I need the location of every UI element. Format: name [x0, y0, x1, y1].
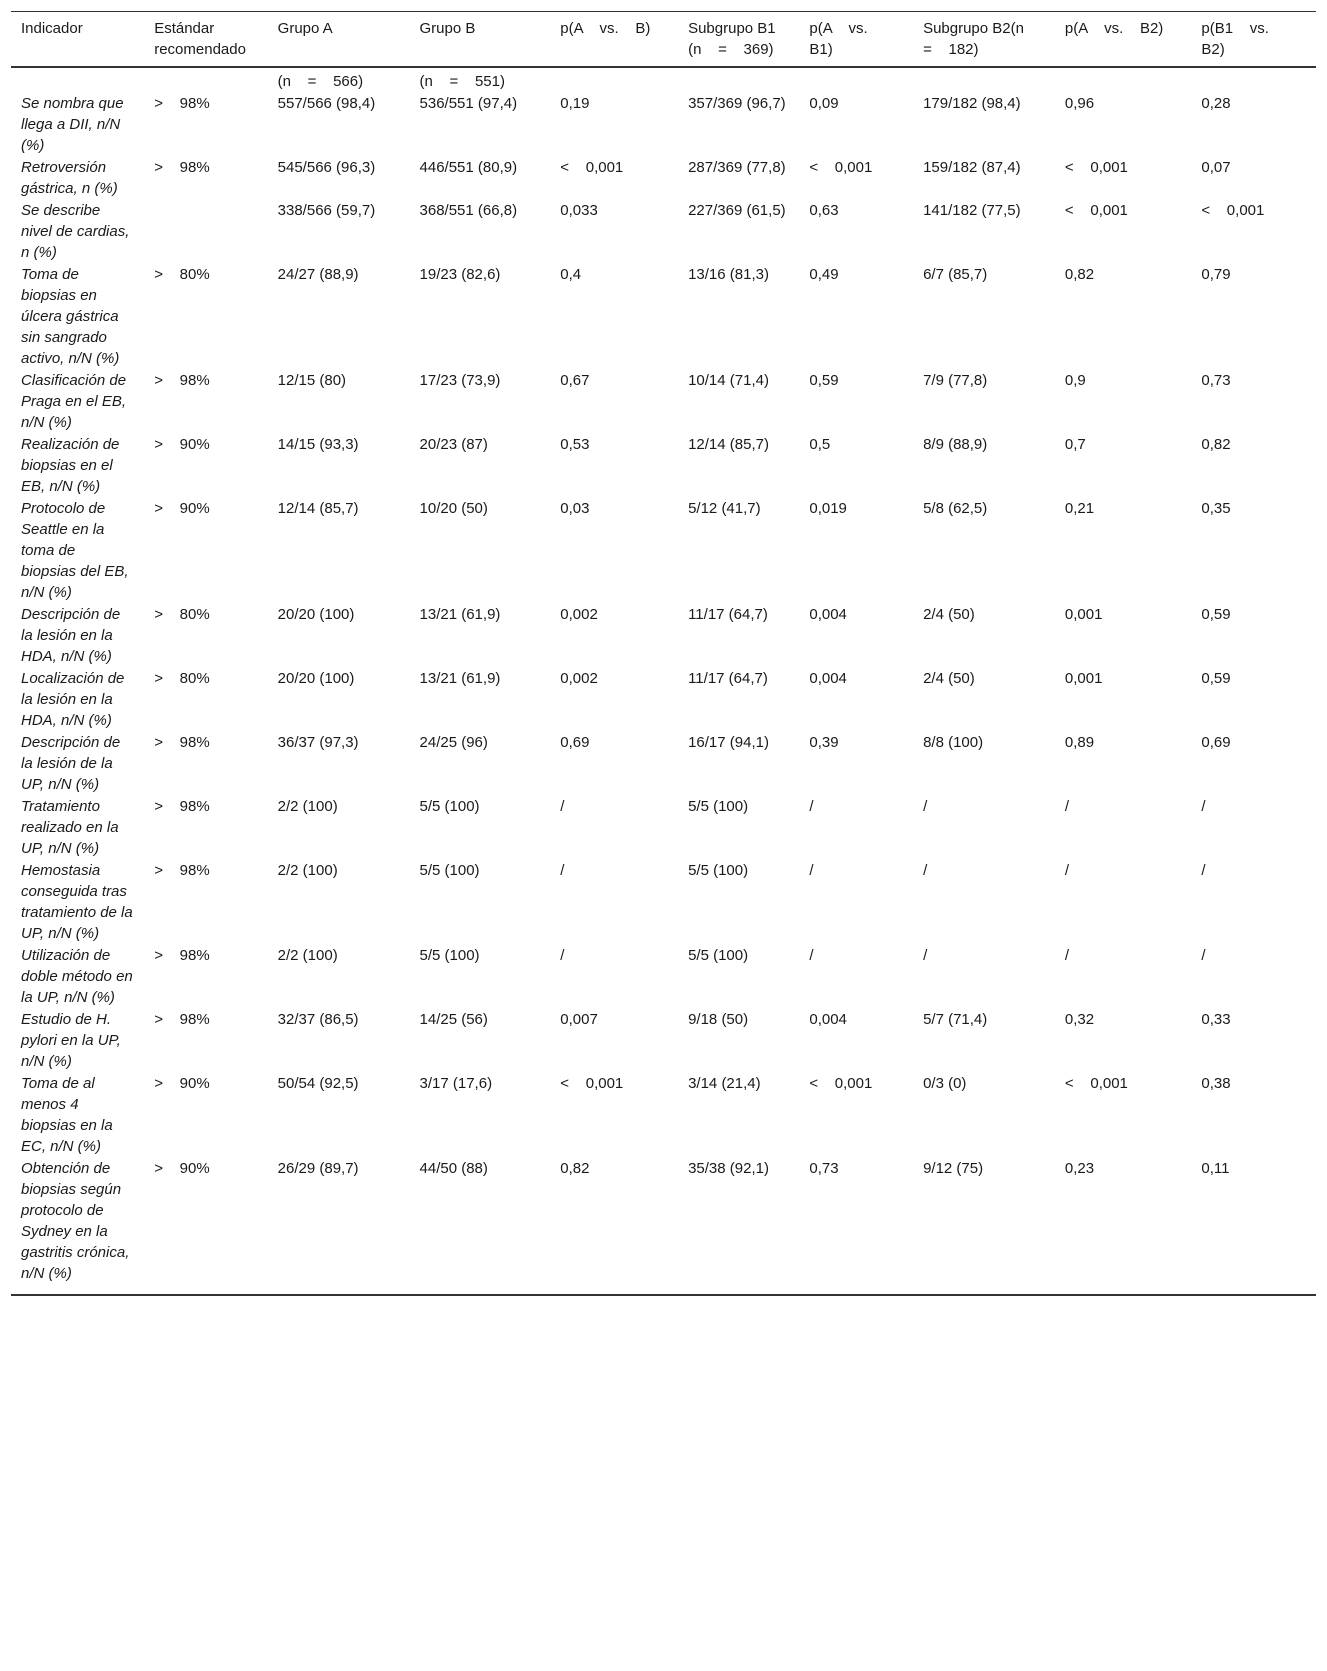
header-indicador: Indicador [11, 12, 144, 68]
cell-estandar: > 98% [154, 95, 210, 112]
cell-p-b1-vs-b2: 0,73 [1201, 372, 1231, 389]
cell-subgrupo-b1: 287/369 (77,8) [688, 159, 786, 176]
cell-p-a-vs-b1: 0,63 [809, 202, 839, 219]
cell-indicador: Descripción de la lesión en la HDA, n/N (%) [21, 606, 121, 665]
cell-subgrupo-b1: 227/369 (61,5) [688, 202, 786, 219]
cell-estandar: > 98% [154, 947, 210, 964]
cell-estandar: > 90% [154, 500, 210, 517]
cell-subgrupo-b2: 5/8 (62,5) [923, 500, 988, 517]
cell-estandar: > 98% [154, 1011, 210, 1028]
cell-subgrupo-b1: 9/18 (50) [688, 1011, 749, 1028]
cell-estandar: > 98% [154, 798, 210, 815]
header-grupo-a: Grupo A [268, 12, 410, 68]
cell-p-a-vs-b: / [560, 947, 565, 964]
cell-subgrupo-b1: 12/14 (85,7) [688, 436, 769, 453]
cell-subgrupo-b2: 8/8 (100) [923, 734, 984, 751]
n-row-empty-p-b1-b2 [1191, 67, 1316, 93]
cell-p-b1-vs-b2: 0,82 [1201, 436, 1231, 453]
cell-subgrupo-b1: 10/14 (71,4) [688, 372, 769, 389]
table-row [11, 604, 1316, 668]
cell-p-a-vs-b1: 0,019 [809, 500, 847, 517]
cell-indicador: Retroversión gástrica, n (%) [21, 159, 118, 197]
cell-grupo-a: 12/15 (80) [277, 372, 347, 389]
cell-p-a-vs-b2: < 0,001 [1064, 1075, 1128, 1092]
cell-estandar: > 98% [154, 159, 210, 176]
header-p-b1-vs-b2: p(B1 vs. B2) [1191, 12, 1316, 68]
cell-indicador: Se nombra que llega a DII, n/N (%) [21, 95, 124, 154]
header-p-a-vs-b1: p(A vs. B1) [799, 12, 913, 68]
cell-p-a-vs-b2: 0,7 [1064, 436, 1086, 453]
cell-p-a-vs-b: 0,002 [560, 670, 598, 687]
cell-p-a-vs-b1: / [809, 862, 814, 879]
cell-subgrupo-b1: 35/38 (92,1) [678, 1158, 799, 1295]
cell-p-a-vs-b: < 0,001 [560, 159, 624, 176]
cell-subgrupo-b1: 11/17 (64,7) [688, 670, 768, 687]
cell-p-a-vs-b2: 0,32 [1064, 1011, 1095, 1028]
cell-p-b1-vs-b2: 0,33 [1201, 1011, 1231, 1028]
cell-p-a-vs-b1: 0,39 [809, 734, 839, 751]
cell-indicador: Descripción de la lesión de la UP, n/N (%) [21, 734, 121, 793]
cell-p-a-vs-b2: 0,001 [1064, 670, 1103, 687]
cell-grupo-b: 13/21 (61,9) [419, 670, 501, 687]
table-row [11, 93, 1316, 157]
cell-p-a-vs-b: / [560, 798, 565, 815]
cell-indicador: Protocolo de Seattle en la toma de biopsias del EB, n/N (%) [21, 500, 129, 601]
cell-subgrupo-b1: 3/14 (21,4) [688, 1075, 761, 1092]
cell-subgrupo-b1: 5/5 (100) [688, 862, 749, 879]
table-row [11, 200, 1316, 264]
cell-grupo-b: 14/25 (56) [419, 1011, 488, 1028]
cell-subgrupo-b2: 159/182 (87,4) [923, 159, 1021, 176]
cell-p-a-vs-b: 0,53 [560, 436, 590, 453]
cell-subgrupo-b1: 357/369 (96,7) [688, 95, 786, 112]
cell-indicador: Realización de biopsias en el EB, n/N (%) [21, 436, 120, 495]
cell-grupo-b: 5/5 (100) [419, 798, 480, 815]
cell-subgrupo-b2: 179/182 (98,4) [923, 95, 1021, 112]
cell-p-a-vs-b1: < 0,001 [809, 1075, 873, 1092]
cell-subgrupo-b2: 7/9 (77,8) [923, 372, 988, 389]
cell-subgrupo-b1: 5/12 (41,7) [688, 500, 761, 517]
cell-grupo-b: 13/21 (61,9) [419, 606, 501, 623]
cell-p-a-vs-b1: < 0,001 [809, 159, 873, 176]
cell-p-a-vs-b1: 0,5 [809, 436, 831, 453]
cell-p-a-vs-b2: 0,89 [1064, 734, 1095, 751]
cell-grupo-b: 20/23 (87) [419, 436, 488, 453]
cell-indicador: Obtención de biopsias según protocolo de Sydney en la gastritis crónica, n/N (%) [11, 1158, 144, 1295]
cell-p-a-vs-b1: 0,49 [809, 266, 839, 283]
cell-grupo-b: 536/551 (97,4) [419, 95, 518, 112]
table-row [11, 498, 1316, 604]
header-grupo-b: Grupo B [410, 12, 551, 68]
cell-subgrupo-b1: 11/17 (64,7) [688, 606, 768, 623]
cell-subgrupo-b2: / [923, 862, 928, 879]
n-grupo-a: (n = 566) [277, 73, 364, 90]
cell-p-b1-vs-b2: 0,11 [1191, 1158, 1316, 1295]
cell-estandar: > 80% [154, 266, 210, 283]
cell-p-b1-vs-b2: 0,69 [1201, 734, 1231, 751]
cell-p-a-vs-b1: / [809, 947, 814, 964]
header-subgrupo-b2: Subgrupo B2(n = 182) [913, 12, 1055, 68]
cell-subgrupo-b2: 9/12 (75) [913, 1158, 1055, 1295]
cell-estandar: > 98% [154, 862, 210, 879]
cell-subgrupo-b2: / [923, 947, 928, 964]
cell-p-b1-vs-b2: / [1201, 862, 1206, 879]
cell-p-b1-vs-b2: / [1201, 947, 1206, 964]
table-row [11, 796, 1316, 860]
cell-estandar: > 90% [154, 1075, 210, 1092]
table-row [11, 860, 1316, 945]
cell-estandar [144, 200, 267, 264]
cell-p-a-vs-b: 0,002 [560, 606, 598, 623]
table-row [11, 370, 1316, 434]
cell-grupo-a: 557/566 (98,4) [277, 95, 376, 112]
cell-grupo-a: 2/2 (100) [277, 947, 338, 964]
cell-grupo-b: 19/23 (82,6) [419, 266, 501, 283]
cell-estandar: > 80% [154, 606, 210, 623]
n-row-empty-p-a-b1 [799, 67, 913, 93]
cell-p-a-vs-b: 0,19 [560, 95, 590, 112]
cell-subgrupo-b2: 6/7 (85,7) [923, 266, 988, 283]
cell-subgrupo-b1: 5/5 (100) [688, 947, 749, 964]
cell-p-b1-vs-b2: 0,28 [1201, 95, 1231, 112]
cell-grupo-a: 20/20 (100) [277, 606, 355, 623]
cell-p-b1-vs-b2: 0,79 [1201, 266, 1231, 283]
cell-grupo-b: 5/5 (100) [419, 862, 480, 879]
cell-p-a-vs-b2: < 0,001 [1064, 202, 1128, 219]
cell-p-b1-vs-b2: < 0,001 [1201, 202, 1265, 219]
cell-subgrupo-b2: 8/9 (88,9) [923, 436, 988, 453]
cell-grupo-a: 32/37 (86,5) [277, 1011, 359, 1028]
cell-subgrupo-b2: 2/4 (50) [923, 606, 975, 623]
quality-indicators-table [11, 11, 1316, 1296]
cell-grupo-a: 36/37 (97,3) [277, 734, 359, 751]
cell-p-b1-vs-b2: 0,59 [1201, 670, 1231, 687]
cell-p-a-vs-b: 0,03 [560, 500, 590, 517]
cell-grupo-b: 24/25 (96) [419, 734, 488, 751]
cell-indicador: Toma de biopsias en úlcera gástrica sin sangrado activo, n/N (%) [21, 266, 120, 367]
cell-subgrupo-b2: 141/182 (77,5) [923, 202, 1021, 219]
table-row [11, 732, 1316, 796]
cell-p-a-vs-b2: < 0,001 [1064, 159, 1128, 176]
cell-p-a-vs-b1: 0,004 [809, 606, 847, 623]
table-row [11, 945, 1316, 1009]
cell-grupo-a: 26/29 (89,7) [268, 1158, 410, 1295]
cell-p-a-vs-b2: 0,21 [1064, 500, 1095, 517]
cell-grupo-b: 446/551 (80,9) [419, 159, 518, 176]
cell-p-a-vs-b: 0,033 [560, 202, 598, 219]
cell-p-a-vs-b1: 0,09 [809, 95, 839, 112]
cell-p-a-vs-b2: 0,23 [1055, 1158, 1191, 1295]
cell-p-a-vs-b1: 0,004 [809, 670, 847, 687]
table-row [11, 1009, 1316, 1073]
cell-grupo-b: 17/23 (73,9) [419, 372, 501, 389]
cell-p-a-vs-b: / [560, 862, 565, 879]
n-row-empty-p-a-b2 [1055, 67, 1191, 93]
n-row-empty-estandar [144, 67, 267, 93]
n-grupo-b: (n = 551) [419, 73, 505, 90]
table-row [11, 668, 1316, 732]
cell-indicador: Localización de la lesión en la HDA, n/N (%) [21, 670, 125, 729]
cell-p-a-vs-b1: 0,73 [799, 1158, 913, 1295]
cell-p-b1-vs-b2: 0,35 [1201, 500, 1231, 517]
cell-subgrupo-b1: 16/17 (94,1) [688, 734, 769, 751]
cell-p-b1-vs-b2: 0,59 [1201, 606, 1231, 623]
cell-grupo-b: 10/20 (50) [419, 500, 488, 517]
table-row [11, 157, 1316, 200]
n-row-empty-b2 [913, 67, 1055, 93]
n-row [11, 67, 1316, 93]
cell-indicador: Estudio de H. pylori en la UP, n/N (%) [21, 1011, 121, 1070]
cell-subgrupo-b2: 0/3 (0) [923, 1075, 967, 1092]
cell-subgrupo-b1: 5/5 (100) [688, 798, 749, 815]
cell-indicador: Clasificación de Praga en el EB, n/N (%) [21, 372, 127, 431]
cell-grupo-a: 50/54 (92,5) [277, 1075, 359, 1092]
table-row [11, 264, 1316, 370]
cell-p-a-vs-b: 0,67 [560, 372, 590, 389]
table-body [11, 67, 1316, 1295]
table-row [11, 1158, 1316, 1295]
cell-p-a-vs-b2: / [1064, 862, 1070, 879]
cell-subgrupo-b2: 5/7 (71,4) [923, 1011, 988, 1028]
cell-p-a-vs-b1: 0,004 [809, 1011, 847, 1028]
cell-p-a-vs-b: 0,007 [560, 1011, 598, 1028]
cell-estandar: > 98% [154, 372, 210, 389]
cell-p-a-vs-b2: / [1064, 947, 1070, 964]
cell-estandar: > 90% [154, 436, 210, 453]
cell-grupo-b: 44/50 (88) [410, 1158, 551, 1295]
table-row [11, 1073, 1316, 1158]
cell-indicador: Tratamiento realizado en la UP, n/N (%) [21, 798, 119, 857]
cell-subgrupo-b2: 2/4 (50) [923, 670, 975, 687]
cell-grupo-a: 12/14 (85,7) [277, 500, 359, 517]
header-row [11, 12, 1316, 68]
n-row-empty-indicador [11, 67, 144, 93]
cell-p-a-vs-b: 0,69 [560, 734, 590, 751]
cell-indicador: Se describe nivel de cardias, n (%) [21, 202, 130, 261]
cell-grupo-a: 20/20 (100) [277, 670, 355, 687]
cell-estandar: > 80% [154, 670, 210, 687]
cell-subgrupo-b1: 13/16 (81,3) [688, 266, 769, 283]
cell-grupo-a: 2/2 (100) [277, 798, 338, 815]
n-row-empty-b1 [678, 67, 799, 93]
cell-p-a-vs-b: < 0,001 [560, 1075, 624, 1092]
cell-p-a-vs-b1: 0,59 [809, 372, 839, 389]
cell-grupo-a: 14/15 (93,3) [277, 436, 359, 453]
cell-p-b1-vs-b2: 0,07 [1201, 159, 1231, 176]
cell-p-b1-vs-b2: / [1201, 798, 1206, 815]
cell-p-a-vs-b2: 0,9 [1064, 372, 1086, 389]
cell-grupo-a: 2/2 (100) [277, 862, 338, 879]
table-row [11, 434, 1316, 498]
cell-subgrupo-b2: / [923, 798, 928, 815]
cell-grupo-a: 338/566 (59,7) [277, 202, 376, 219]
cell-p-a-vs-b2: 0,001 [1064, 606, 1103, 623]
cell-p-a-vs-b2: 0,82 [1064, 266, 1095, 283]
header-p-a-vs-b2: p(A vs. B2) [1055, 12, 1191, 68]
cell-grupo-a: 24/27 (88,9) [277, 266, 359, 283]
cell-grupo-a: 545/566 (96,3) [277, 159, 376, 176]
cell-indicador: Hemostasia conseguida tras tratamiento de la UP, n/N (%) [21, 862, 133, 942]
cell-p-a-vs-b2: / [1064, 798, 1070, 815]
header-subgrupo-b1: Subgrupo B1 (n = 369) [678, 12, 799, 68]
header-p-a-vs-b: p(A vs. B) [550, 12, 678, 68]
header-estandar: Estándar recomendado [144, 12, 267, 68]
cell-p-a-vs-b: 0,4 [560, 266, 582, 283]
cell-grupo-b: 368/551 (66,8) [419, 202, 518, 219]
cell-estandar: > 90% [144, 1158, 267, 1295]
cell-p-b1-vs-b2: 0,38 [1201, 1075, 1231, 1092]
cell-estandar: > 98% [154, 734, 210, 751]
cell-p-a-vs-b1: / [809, 798, 814, 815]
cell-grupo-b: 3/17 (17,6) [419, 1075, 493, 1092]
cell-p-a-vs-b2: 0,96 [1064, 95, 1095, 112]
cell-grupo-b: 5/5 (100) [419, 947, 480, 964]
cell-p-a-vs-b: 0,82 [550, 1158, 678, 1295]
n-row-empty-p-a-b [550, 67, 678, 93]
cell-indicador: Utilización de doble método en la UP, n/N (%) [21, 947, 133, 1006]
cell-indicador: Toma de al menos 4 biopsias en la EC, n/N (%) [21, 1075, 113, 1155]
results-table-container [11, 11, 1316, 1296]
